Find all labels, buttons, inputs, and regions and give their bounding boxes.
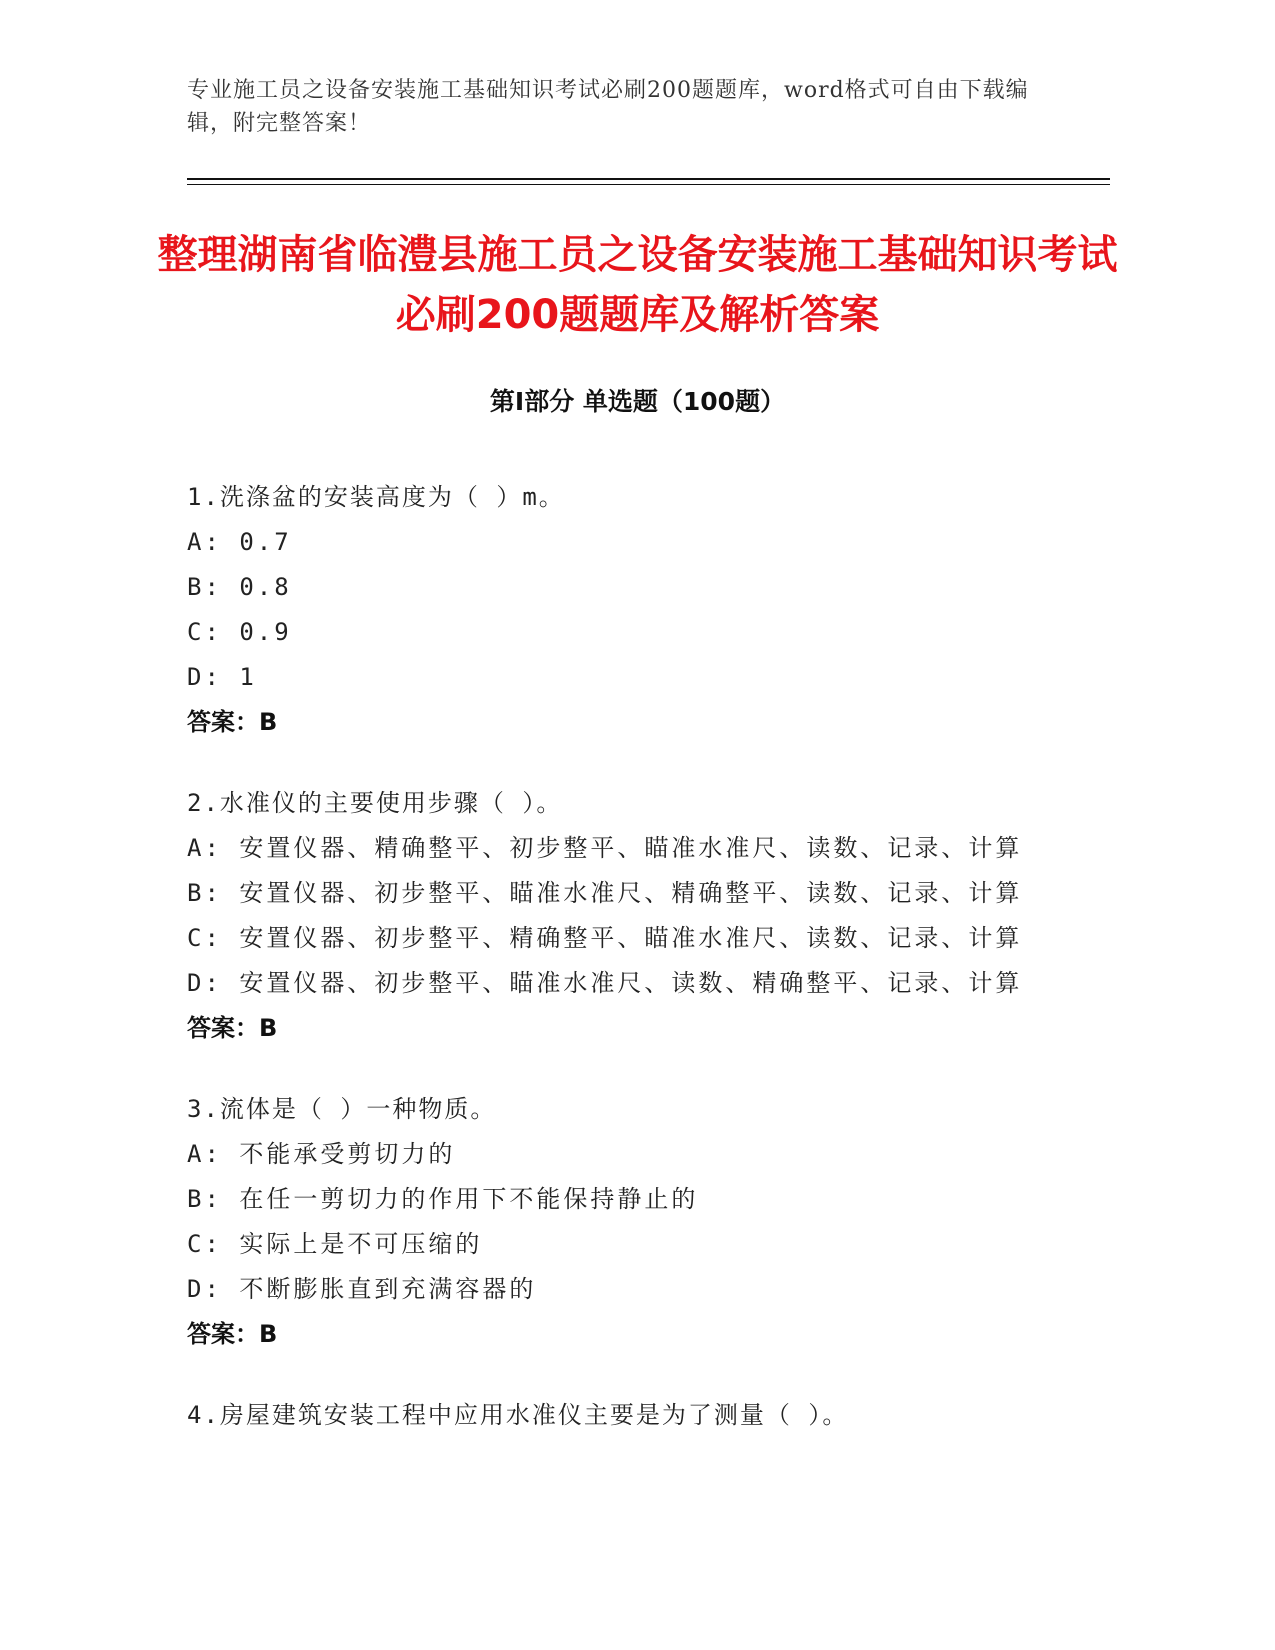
option-c: C: 0.9 <box>187 618 292 646</box>
header-rule-thin <box>187 184 1110 185</box>
question-stem: 2.水准仪的主要使用步骤（ ）。 <box>187 789 563 817</box>
option-d: D: 1 <box>187 663 257 691</box>
option-b: B: 在任一剪切力的作用下不能保持静止的 <box>187 1185 699 1213</box>
section-title: 第Ⅰ部分 单选题（100题） <box>489 387 786 416</box>
option-d: D: 不断膨胀直到充满容器的 <box>187 1275 537 1303</box>
answer: 答案：B <box>187 1320 278 1348</box>
answer: 答案：B <box>187 708 278 736</box>
option-b: B: 安置仪器、初步整平、瞄准水准尺、精确整平、读数、记录、计算 <box>187 879 1023 907</box>
question-4 <box>187 1393 1087 1438</box>
header-note: 专业施工员之设备安装施工基础知识考试必刷200题题库，word格式可自由下载编辑，附完整答案！ <box>187 78 1029 136</box>
option-b: B: 0.8 <box>187 573 292 601</box>
option-d: D: 安置仪器、初步整平、瞄准水准尺、读数、精确整平、记录、计算 <box>187 969 1023 997</box>
answer: 答案：B <box>187 1014 278 1042</box>
question-stem: 1.洗涤盆的安装高度为（ ）m。 <box>187 483 565 511</box>
question-stem: 3.流体是（ ）一种物质。 <box>187 1095 497 1123</box>
header-rule-thick <box>187 178 1110 180</box>
option-a: A: 0.7 <box>187 528 292 556</box>
question-2 <box>187 781 1087 1051</box>
option-c: C: 实际上是不可压缩的 <box>187 1230 483 1258</box>
option-a: A: 安置仪器、精确整平、初步整平、瞄准水准尺、读数、记录、计算 <box>187 834 1023 862</box>
document-title: 整理湖南省临澧县施工员之设备安装施工基础知识考试必刷200题题库及解析答案 <box>157 232 1118 338</box>
question-3 <box>187 1087 1087 1357</box>
question-list <box>187 475 1087 1474</box>
question-stem: 4.房屋建筑安装工程中应用水准仪主要是为了测量（ ）。 <box>187 1401 849 1429</box>
question-1 <box>187 475 1087 745</box>
option-a: A: 不能承受剪切力的 <box>187 1140 456 1168</box>
option-c: C: 安置仪器、初步整平、精确整平、瞄准水准尺、读数、记录、计算 <box>187 924 1023 952</box>
